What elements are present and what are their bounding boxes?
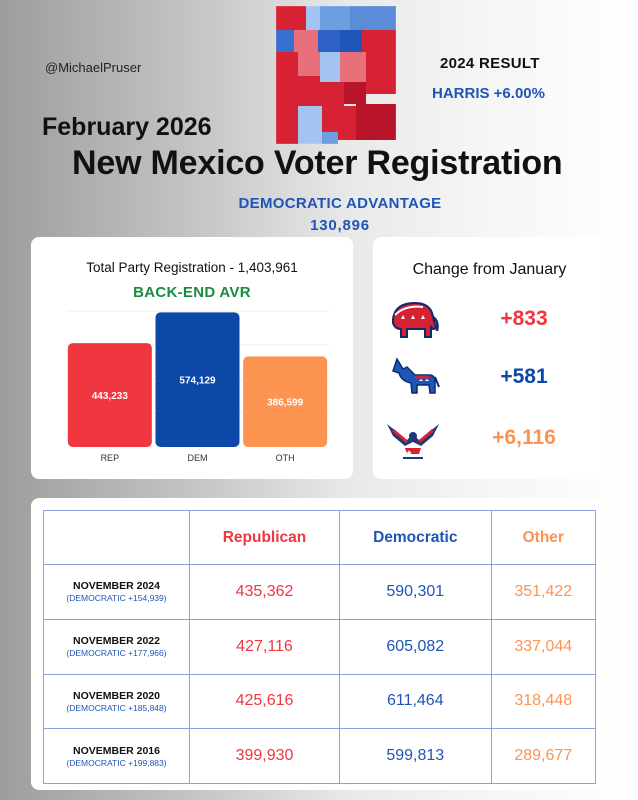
new-mexico-county-map xyxy=(276,6,396,144)
change-card xyxy=(373,237,606,479)
result-title: 2024 RESULT xyxy=(440,55,540,72)
change-row-other xyxy=(373,414,606,464)
page-title: New Mexico Voter Registration xyxy=(72,144,563,182)
change-value-other: +6,116 xyxy=(492,426,556,449)
table-row xyxy=(44,674,596,729)
header-other: Other xyxy=(491,511,595,565)
history-table xyxy=(43,510,596,784)
cell-democratic: 590,301 xyxy=(340,565,492,620)
row-label-date: NOVEMBER 2016 xyxy=(73,744,160,757)
row-label-date: NOVEMBER 2020 xyxy=(73,689,160,702)
row-label-date: NOVEMBER 2022 xyxy=(73,635,160,648)
cell-other: 289,677 xyxy=(491,729,595,784)
table-row xyxy=(44,565,596,620)
cell-democratic: 605,082 xyxy=(340,619,492,674)
cell-republican: 399,930 xyxy=(190,729,340,784)
bar-value-label: 574,129 xyxy=(179,375,216,387)
row-label-margin: (DEMOCRATIC +177,966) xyxy=(66,648,167,659)
result-value: HARRIS +6.00% xyxy=(432,85,545,102)
author-handle: @MichaelPruser xyxy=(45,60,142,75)
eagle-icon xyxy=(385,414,441,464)
table-row xyxy=(44,619,596,674)
table-corner-cell xyxy=(44,511,190,565)
row-label-date: NOVEMBER 2024 xyxy=(73,580,160,593)
democratic-donkey-icon xyxy=(385,353,441,403)
cell-republican: 425,616 xyxy=(190,674,340,729)
change-row-democratic xyxy=(373,353,606,403)
cell-republican: 427,116 xyxy=(190,619,340,674)
cell-republican: 435,362 xyxy=(190,565,340,620)
cell-democratic: 599,813 xyxy=(340,729,492,784)
advantage-label: DEMOCRATIC ADVANTAGE xyxy=(238,195,442,212)
registration-bar-chart xyxy=(31,237,353,479)
row-label xyxy=(44,674,190,729)
table-row xyxy=(44,729,596,784)
chart-title: Total Party Registration - 1,403,961 xyxy=(86,260,298,275)
bar-value-label: 386,599 xyxy=(267,397,304,409)
header-democratic: Democratic xyxy=(340,511,492,565)
change-row-republican xyxy=(373,295,606,345)
row-label xyxy=(44,729,190,784)
row-label xyxy=(44,565,190,620)
row-label-margin: (DEMOCRATIC +199,883) xyxy=(66,757,167,768)
change-value-democratic: +581 xyxy=(500,365,548,388)
registration-card xyxy=(31,237,353,479)
row-label xyxy=(44,619,190,674)
advantage-value: 130,896 xyxy=(310,217,370,234)
bar-value-label: 443,233 xyxy=(91,391,128,403)
row-label-margin: (DEMOCRATIC +154,939) xyxy=(66,593,167,604)
change-title: Change from January xyxy=(412,261,567,278)
change-value-republican: +833 xyxy=(500,307,548,330)
cell-other: 318,448 xyxy=(491,674,595,729)
x-tick-label: DEM xyxy=(187,453,208,463)
chart-subtitle: BACK-END AVR xyxy=(133,284,251,301)
report-date: February 2026 xyxy=(42,113,212,141)
header-republican: Republican xyxy=(190,511,340,565)
history-table-card xyxy=(31,498,606,790)
republican-elephant-icon xyxy=(385,295,441,345)
table-header-row xyxy=(44,511,596,565)
x-tick-label: REP xyxy=(100,453,120,463)
cell-democratic: 611,464 xyxy=(340,674,492,729)
row-label-margin: (DEMOCRATIC +185,848) xyxy=(66,702,167,713)
cell-other: 337,044 xyxy=(491,619,595,674)
x-tick-label: OTH xyxy=(275,453,295,463)
cell-other: 351,422 xyxy=(491,565,595,620)
